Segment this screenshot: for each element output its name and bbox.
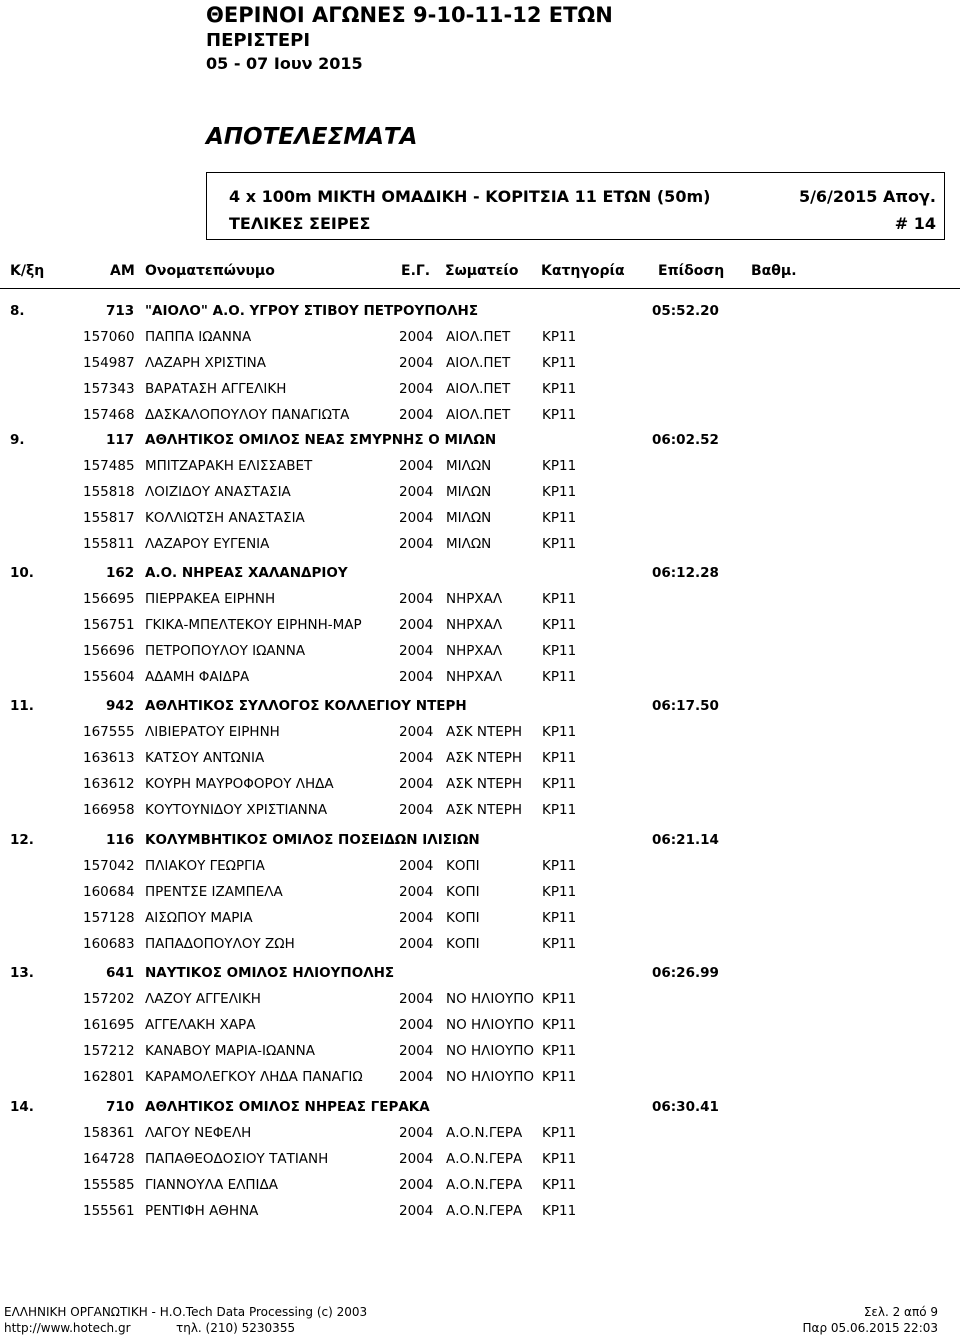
event-number: # 14 bbox=[894, 214, 936, 233]
athlete-year: 2004 bbox=[399, 1151, 434, 1167]
athlete-am: 158361 bbox=[83, 1125, 135, 1141]
team-rank: 13. bbox=[10, 965, 34, 981]
athlete-category: ΚΡ11 bbox=[542, 643, 577, 659]
athlete-category: ΚΡ11 bbox=[542, 536, 577, 552]
athlete-club: ΝΗΡΧΑΛ bbox=[446, 643, 503, 659]
athlete-club: ΑΣΚ ΝΤΕΡΗ bbox=[446, 750, 523, 766]
athlete-name: ΛΑΖΟΥ ΑΓΓΕΛΙΚΗ bbox=[145, 991, 261, 1007]
athlete-category: ΚΡ11 bbox=[542, 1125, 577, 1141]
athlete-club: ΚΟΠΙ bbox=[446, 936, 480, 952]
athlete-club: ΝΟ ΗΛΙΟΥΠΟ bbox=[446, 1043, 535, 1059]
athlete-year: 2004 bbox=[399, 1177, 434, 1193]
athlete-club: ΝΟ ΗΛΙΟΥΠΟ bbox=[446, 991, 535, 1007]
athlete-am: 156695 bbox=[83, 591, 135, 607]
athlete-name: ΚΟΥΡΗ ΜΑΥΡΟΦΟΡΟΥ ΛΗΔΑ bbox=[145, 776, 334, 792]
team-time: 06:02.52 bbox=[652, 432, 719, 448]
athlete-name: ΑΓΓΕΛΑΚΗ ΧΑΡΑ bbox=[145, 1017, 256, 1033]
athlete-am: 155604 bbox=[83, 669, 135, 685]
team-time: 05:52.20 bbox=[652, 303, 719, 319]
athlete-am: 161695 bbox=[83, 1017, 135, 1033]
athlete-name: ΓΙΑΝΝΟΥΛΑ ΕΛΠΙΔΑ bbox=[145, 1177, 278, 1193]
athlete-club: ΝΗΡΧΑΛ bbox=[446, 617, 503, 633]
meet-venue: ΠΕΡΙΣΤΕΡΙ bbox=[206, 30, 311, 51]
athlete-year: 2004 bbox=[399, 858, 434, 874]
athlete-category: ΚΡ11 bbox=[542, 484, 577, 500]
team-code: 713 bbox=[106, 303, 135, 319]
col-points: Βαθμ. bbox=[751, 263, 797, 279]
athlete-name: ΠΙΕΡΡΑΚΕΑ ΕΙΡΗΝΗ bbox=[145, 591, 276, 607]
athlete-name: ΛΑΓΟΥ ΝΕΦΕΛΗ bbox=[145, 1125, 252, 1141]
team-code: 710 bbox=[106, 1099, 135, 1115]
athlete-category: ΚΡ11 bbox=[542, 510, 577, 526]
athlete-year: 2004 bbox=[399, 884, 434, 900]
athlete-category: ΚΡ11 bbox=[542, 936, 577, 952]
athlete-name: ΛΑΖΑΡΗ ΧΡΙΣΤΙΝΑ bbox=[145, 355, 266, 371]
athlete-am: 157468 bbox=[83, 407, 135, 423]
athlete-category: ΚΡ11 bbox=[542, 858, 577, 874]
athlete-category: ΚΡ11 bbox=[542, 355, 577, 371]
team-code: 117 bbox=[106, 432, 135, 448]
team-rank: 14. bbox=[10, 1099, 34, 1115]
team-time: 06:26.99 bbox=[652, 965, 719, 981]
athlete-category: ΚΡ11 bbox=[542, 407, 577, 423]
athlete-am: 157485 bbox=[83, 458, 135, 474]
athlete-name: ΛΑΖΑΡΟΥ ΕΥΓΕΝΙΑ bbox=[145, 536, 270, 552]
athlete-name: ΚΑΝΑΒΟΥ ΜΑΡΙΑ-ΙΩΑΝΝΑ bbox=[145, 1043, 315, 1059]
athlete-name: ΠΑΠΑΔΟΠΟΥΛΟΥ ΖΩΗ bbox=[145, 936, 295, 952]
athlete-club: ΑΙΟΛ.ΠΕΤ bbox=[446, 407, 511, 423]
athlete-year: 2004 bbox=[399, 750, 434, 766]
athlete-name: ΠΑΠΠΑ ΙΩΑΝΝΑ bbox=[145, 329, 252, 345]
athlete-category: ΚΡ11 bbox=[542, 1043, 577, 1059]
results-heading: ΑΠΟΤΕΛΕΣΜΑΤΑ bbox=[206, 124, 418, 150]
athlete-club: ΑΙΟΛ.ΠΕΤ bbox=[446, 329, 511, 345]
athlete-am: 157343 bbox=[83, 381, 135, 397]
athlete-club: Α.Ο.Ν.ΓΕΡΑ bbox=[446, 1125, 523, 1141]
athlete-club: ΚΟΠΙ bbox=[446, 884, 480, 900]
athlete-year: 2004 bbox=[399, 458, 434, 474]
athlete-am: 160683 bbox=[83, 936, 135, 952]
athlete-am: 157128 bbox=[83, 910, 135, 926]
athlete-category: ΚΡ11 bbox=[542, 750, 577, 766]
team-code: 641 bbox=[106, 965, 135, 981]
athlete-am: 163613 bbox=[83, 750, 135, 766]
athlete-club: Α.Ο.Ν.ΓΕΡΑ bbox=[446, 1203, 523, 1219]
athlete-year: 2004 bbox=[399, 1203, 434, 1219]
athlete-year: 2004 bbox=[399, 776, 434, 792]
athlete-name: ΚΑΤΣΟΥ ΑΝΤΩΝΙΑ bbox=[145, 750, 265, 766]
team-time: 06:12.28 bbox=[652, 565, 719, 581]
team-rank: 11. bbox=[10, 698, 34, 714]
athlete-am: 155561 bbox=[83, 1203, 135, 1219]
team-rank: 10. bbox=[10, 565, 34, 581]
team-code: 116 bbox=[106, 832, 135, 848]
athlete-year: 2004 bbox=[399, 407, 434, 423]
athlete-name: ΠΡΕΝΤΣΕ ΙΖΑΜΠΕΛΑ bbox=[145, 884, 283, 900]
team-name: "ΑΙΟΛΟ" Α.Ο. ΥΓΡΟΥ ΣΤΙΒΟΥ ΠΕΤΡΟΥΠΟΛΗΣ bbox=[145, 303, 479, 319]
athlete-am: 156751 bbox=[83, 617, 135, 633]
athlete-club: ΝΟ ΗΛΙΟΥΠΟ bbox=[446, 1017, 535, 1033]
athlete-category: ΚΡ11 bbox=[542, 1069, 577, 1085]
meet-dates: 05 - 07 Ιουν 2015 bbox=[206, 54, 363, 73]
col-club: Σωματείο bbox=[445, 263, 519, 279]
athlete-am: 160684 bbox=[83, 884, 135, 900]
athlete-year: 2004 bbox=[399, 510, 434, 526]
athlete-name: ΒΑΡΑΤΑΣΗ ΑΓΓΕΛΙΚΗ bbox=[145, 381, 287, 397]
athlete-year: 2004 bbox=[399, 936, 434, 952]
team-time: 06:30.41 bbox=[652, 1099, 719, 1115]
athlete-category: ΚΡ11 bbox=[542, 991, 577, 1007]
athlete-category: ΚΡ11 bbox=[542, 884, 577, 900]
col-category: Κατηγορία bbox=[541, 263, 625, 279]
athlete-year: 2004 bbox=[399, 1069, 434, 1085]
athlete-category: ΚΡ11 bbox=[542, 776, 577, 792]
athlete-am: 157212 bbox=[83, 1043, 135, 1059]
athlete-year: 2004 bbox=[399, 1125, 434, 1141]
athlete-year: 2004 bbox=[399, 591, 434, 607]
athlete-category: ΚΡ11 bbox=[542, 1203, 577, 1219]
event-round: ΤΕΛΙΚΕΣ ΣΕΙΡΕΣ bbox=[229, 214, 371, 233]
athlete-name: ΛΟΙΖΙΔΟΥ ΑΝΑΣΤΑΣΙΑ bbox=[145, 484, 291, 500]
athlete-am: 162801 bbox=[83, 1069, 135, 1085]
athlete-club: ΚΟΠΙ bbox=[446, 910, 480, 926]
col-rank: Κ/ξη bbox=[10, 263, 45, 279]
athlete-club: ΑΙΟΛ.ΠΕΤ bbox=[446, 381, 511, 397]
athlete-year: 2004 bbox=[399, 536, 434, 552]
team-rank: 12. bbox=[10, 832, 34, 848]
team-code: 162 bbox=[106, 565, 135, 581]
athlete-name: ΑΙΣΩΠΟΥ ΜΑΡΙΑ bbox=[145, 910, 253, 926]
athlete-club: ΜΙΛΩΝ bbox=[446, 484, 492, 500]
header-divider bbox=[0, 288, 960, 289]
col-am: ΑΜ bbox=[110, 263, 135, 279]
athlete-category: ΚΡ11 bbox=[542, 669, 577, 685]
footer-org: ΕΛΛΗΝΙΚΗ ΟΡΓΑΝΩΤΙΚΗ - Η.Ο.Tech Data Processing (c) 2003 bbox=[4, 1305, 368, 1319]
col-time: Επίδοση bbox=[658, 263, 725, 279]
footer-page: Σελ. 2 από 9 bbox=[863, 1305, 938, 1319]
athlete-club: ΚΟΠΙ bbox=[446, 858, 480, 874]
team-code: 942 bbox=[106, 698, 135, 714]
athlete-am: 167555 bbox=[83, 724, 135, 740]
athlete-club: ΑΣΚ ΝΤΕΡΗ bbox=[446, 724, 523, 740]
athlete-club: Α.Ο.Ν.ΓΕΡΑ bbox=[446, 1151, 523, 1167]
team-time: 06:17.50 bbox=[652, 698, 719, 714]
athlete-club: ΑΣΚ ΝΤΕΡΗ bbox=[446, 776, 523, 792]
athlete-year: 2004 bbox=[399, 910, 434, 926]
athlete-club: ΜΙΛΩΝ bbox=[446, 536, 492, 552]
team-name: ΑΘΛΗΤΙΚΟΣ ΟΜΙΛΟΣ ΝΗΡΕΑΣ ΓΕΡΑΚΑ bbox=[145, 1099, 430, 1115]
athlete-year: 2004 bbox=[399, 381, 434, 397]
athlete-club: ΝΗΡΧΑΛ bbox=[446, 669, 503, 685]
athlete-club: ΝΗΡΧΑΛ bbox=[446, 591, 503, 607]
event-name: 4 x 100m ΜΙΚΤΗ ΟΜΑΔΙΚΗ - ΚΟΡΙΤΣΙΑ 11 ΕΤΩΝ (50m) bbox=[229, 187, 711, 206]
meet-title: ΘΕΡΙΝΟΙ ΑΓΩΝΕΣ 9-10-11-12 ΕΤΩΝ bbox=[206, 3, 613, 27]
athlete-year: 2004 bbox=[399, 669, 434, 685]
athlete-name: ΠΕΤΡΟΠΟΥΛΟΥ ΙΩΑΝΝΑ bbox=[145, 643, 306, 659]
footer-phone: τηλ. (210) 5230355 bbox=[176, 1321, 296, 1335]
athlete-year: 2004 bbox=[399, 802, 434, 818]
athlete-club: ΝΟ ΗΛΙΟΥΠΟ bbox=[446, 1069, 535, 1085]
athlete-category: ΚΡ11 bbox=[542, 910, 577, 926]
athlete-am: 155817 bbox=[83, 510, 135, 526]
athlete-am: 156696 bbox=[83, 643, 135, 659]
athlete-year: 2004 bbox=[399, 355, 434, 371]
athlete-category: ΚΡ11 bbox=[542, 458, 577, 474]
event-box bbox=[206, 172, 945, 240]
athlete-club: ΜΙΛΩΝ bbox=[446, 458, 492, 474]
athlete-club: ΑΙΟΛ.ΠΕΤ bbox=[446, 355, 511, 371]
athlete-category: ΚΡ11 bbox=[542, 617, 577, 633]
athlete-name: ΠΛΙΑΚΟΥ ΓΕΩΡΓΙΑ bbox=[145, 858, 265, 874]
athlete-name: ΚΟΛΛΙΩΤΣΗ ΑΝΑΣΤΑΣΙΑ bbox=[145, 510, 305, 526]
team-name: ΝΑΥΤΙΚΟΣ ΟΜΙΛΟΣ ΗΛΙΟΥΠΟΛΗΣ bbox=[145, 965, 395, 981]
athlete-am: 163612 bbox=[83, 776, 135, 792]
athlete-year: 2004 bbox=[399, 1017, 434, 1033]
athlete-year: 2004 bbox=[399, 484, 434, 500]
athlete-category: ΚΡ11 bbox=[542, 802, 577, 818]
athlete-year: 2004 bbox=[399, 643, 434, 659]
team-name: Α.Ο. ΝΗΡΕΑΣ ΧΑΛΑΝΔΡΙΟΥ bbox=[145, 565, 348, 581]
event-date: 5/6/2015 Απογ. bbox=[798, 187, 936, 206]
athlete-name: ΠΑΠΑΘΕΟΔΟΣΙΟΥ ΤΑΤΙΑΝΗ bbox=[145, 1151, 329, 1167]
team-name: ΚΟΛΥΜΒΗΤΙΚΟΣ ΟΜΙΛΟΣ ΠΟΣΕΙΔΩΝ ΙΛΙΣΙΩΝ bbox=[145, 832, 480, 848]
footer-url: http://www.hotech.gr bbox=[4, 1321, 131, 1335]
athlete-am: 164728 bbox=[83, 1151, 135, 1167]
footer-printed: Παρ 05.06.2015 22:03 bbox=[802, 1321, 938, 1335]
athlete-am: 166958 bbox=[83, 802, 135, 818]
athlete-am: 155811 bbox=[83, 536, 135, 552]
col-name: Ονοματεπώνυμο bbox=[145, 263, 275, 279]
athlete-name: ΔΑΣΚΑΛΟΠΟΥΛΟΥ ΠΑΝΑΓΙΩΤΑ bbox=[145, 407, 350, 423]
col-year: Ε.Γ. bbox=[401, 263, 431, 279]
athlete-name: ΜΠΙΤΖΑΡΑΚΗ ΕΛΙΣΣΑΒΕΤ bbox=[145, 458, 313, 474]
athlete-name: ΑΔΑΜΗ ΦΑΙΔΡΑ bbox=[145, 669, 250, 685]
athlete-name: ΚΟΥΤΟΥΝΙΔΟΥ ΧΡΙΣΤΙΑΝΝΑ bbox=[145, 802, 328, 818]
team-name: ΑΘΛΗΤΙΚΟΣ ΟΜΙΛΟΣ ΝΕΑΣ ΣΜΥΡΝΗΣ Ο ΜΙΛΩΝ bbox=[145, 432, 497, 448]
team-rank: 9. bbox=[10, 432, 25, 448]
athlete-category: ΚΡ11 bbox=[542, 329, 577, 345]
athlete-year: 2004 bbox=[399, 724, 434, 740]
athlete-year: 2004 bbox=[399, 1043, 434, 1059]
athlete-am: 157060 bbox=[83, 329, 135, 345]
athlete-category: ΚΡ11 bbox=[542, 1177, 577, 1193]
athlete-year: 2004 bbox=[399, 617, 434, 633]
athlete-category: ΚΡ11 bbox=[542, 1151, 577, 1167]
athlete-category: ΚΡ11 bbox=[542, 724, 577, 740]
team-rank: 8. bbox=[10, 303, 25, 319]
athlete-name: ΚΑΡΑΜΟΛΕΓΚΟΥ ΛΗΔΑ ΠΑΝΑΓΙΩ bbox=[145, 1069, 363, 1085]
athlete-am: 155585 bbox=[83, 1177, 135, 1193]
athlete-year: 2004 bbox=[399, 329, 434, 345]
athlete-name: ΓΚΙΚΑ-ΜΠΕΛΤΕΚΟΥ ΕΙΡΗΝΗ-ΜΑΡ bbox=[145, 617, 362, 633]
athlete-am: 157042 bbox=[83, 858, 135, 874]
team-name: ΑΘΛΗΤΙΚΟΣ ΣΥΛΛΟΓΟΣ ΚΟΛΛΕΓΙΟΥ ΝΤΕΡΗ bbox=[145, 698, 467, 714]
athlete-year: 2004 bbox=[399, 991, 434, 1007]
athlete-club: Α.Ο.Ν.ΓΕΡΑ bbox=[446, 1177, 523, 1193]
athlete-club: ΜΙΛΩΝ bbox=[446, 510, 492, 526]
athlete-club: ΑΣΚ ΝΤΕΡΗ bbox=[446, 802, 523, 818]
athlete-category: ΚΡ11 bbox=[542, 381, 577, 397]
athlete-am: 157202 bbox=[83, 991, 135, 1007]
athlete-name: ΡΕΝΤΙΦΗ ΑΘΗΝΑ bbox=[145, 1203, 259, 1219]
athlete-am: 155818 bbox=[83, 484, 135, 500]
athlete-category: ΚΡ11 bbox=[542, 591, 577, 607]
team-time: 06:21.14 bbox=[652, 832, 719, 848]
athlete-name: ΛΙΒΙΕΡΑΤΟΥ ΕΙΡΗΝΗ bbox=[145, 724, 280, 740]
athlete-category: ΚΡ11 bbox=[542, 1017, 577, 1033]
athlete-am: 154987 bbox=[83, 355, 135, 371]
